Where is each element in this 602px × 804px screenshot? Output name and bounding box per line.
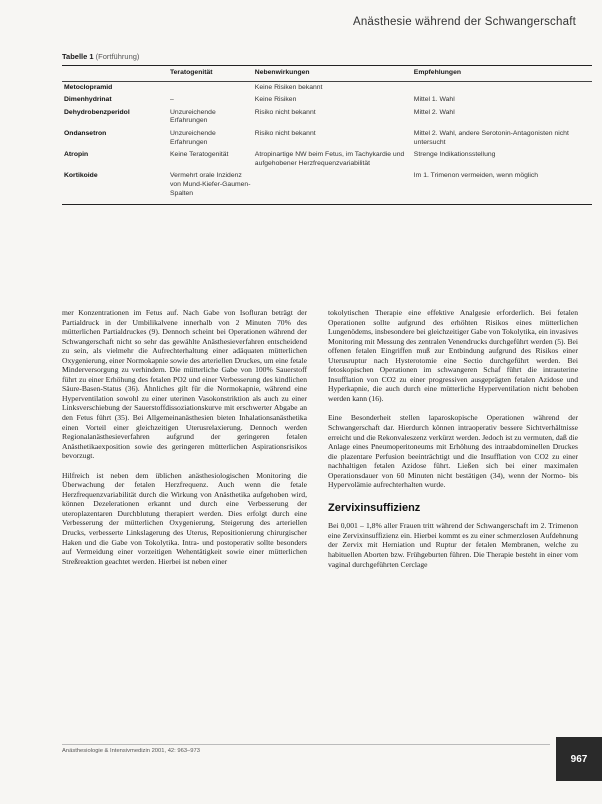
body-paragraph: tokolytischen Therapie eine effektive Analgesie erforderlich. Bei fetalen Operationen sollte aufgrund des erhöhten Risikos eines mütterlichen Lungenödems, insbesondere bei gleichzeitiger Gabe von Tokolytika, ein invasives Monitoring mit Messung des zentralen Venendrucks durchgeführt werden (5). Bei offenen fetalen Eingriffen muß zur Entbindung aufgrund des Risikos einer Uterusruptur nach Hysterotomie eine Sectio durchgeführt werden. Bei fetoskopischen Operationen im schwangeren Schaf führt die intrauterine Insufflation von CO2 zu einer progressiven ausgeprägten fetalen Azidose und Hyperkapnie, die auch durch eine mütterliche Hyperventilation nicht behoben werden kann (16). [328, 308, 578, 403]
col-header-side-effects: Nebenwirkungen [253, 66, 412, 82]
recommendation-cell: Im 1. Trimenon vermeiden, wenn möglich [412, 170, 592, 204]
recommendation-cell: Mittel 2. Wahl, andere Serotonin-Antagonisten nicht untersucht [413, 129, 569, 146]
recommendation-cell: Strenge Indikationsstellung [413, 151, 496, 159]
table-row [62, 128, 592, 149]
col-header-drug [62, 66, 168, 82]
teratogenicity-cell: Unzureichende Erfahrungen [170, 108, 216, 125]
side-effects-cell: Risiko nicht bekannt [254, 129, 316, 137]
drug-name: Kortikoide [62, 170, 168, 204]
table-header-row [62, 66, 592, 82]
teratogenicity-cell: Unzureichende Erfahrungen [170, 129, 216, 146]
drug-table-block [62, 52, 592, 205]
drug-table [62, 65, 592, 205]
table-row [62, 81, 592, 94]
side-effects-cell: Risiko nicht bekannt [254, 108, 316, 116]
running-header: Anästhesie während der Schwangerschaft [352, 16, 576, 28]
body-paragraph: Eine Besonderheit stellen laparoskopische Operationen während der Schwangerschaft dar. Hierdurch können intraoperativ bessere Sichtverhältnisse erreicht und die Rekonvaleszenz verkürzt werden. Jedoch ist zu vermuten, daß die Anlage eines Pneumoperitoneums mit Erhöhung des intraabdominellen Druckes die plazentare Perfusion beeinträchtigt und die Insufflation von CO2 zu einer nachhaltigen fetalen Azidose führt. Ließen sich bei einer maximalen Operationsdauer von 60 Minuten nicht bestätigen (34), wenn der Normo- bis Hypervolämie aufrechterhalten wurde. [328, 413, 578, 490]
table-row [62, 149, 592, 170]
drug-name: Dehydrobenzperidol [64, 108, 130, 116]
side-effects-cell [253, 170, 412, 204]
table-caption-label: Tabelle 1 [62, 52, 94, 61]
page-number: 967 [556, 737, 602, 781]
teratogenicity-cell [168, 81, 253, 94]
recommendation-cell [412, 81, 592, 94]
table-caption-cont: (Fortführung) [95, 52, 140, 61]
right-column [328, 308, 578, 579]
side-effects-cell: Atropinartige NW beim Fetus, im Tachykardie und aufgehobener Herzfrequenzvariabilität [254, 151, 405, 167]
table-caption [62, 52, 592, 61]
col-header-recommendations: Empfehlungen [412, 66, 592, 82]
col-header-teratogenicity: Teratogenität [168, 66, 253, 82]
body-paragraph: mer Konzentrationen im Fetus auf. Nach Gabe von Isofluran beträgt der Partialdruck in der Umbilikalvene innerhalb von 2 Minuten 70% des mütterlichen Partialdruckes (9). Dennoch scheint bei Operationen während der Schwangerschaft nicht so sehr das gewählte Anästhesieverfahren entscheidend zu sein, als vielmehr die Aufrechterhaltung einer adäquaten mütterlichen Oxygenierung, einer Normokapnie sowie des arteriellen Druckes, um eine fetale Minderversorgung zu verhindern. Die mütterliche Gabe von 100% Sauerstoff führt zu einer Erhöhung des fetalen PO2 und einer Verbesserung des kindlichen Säure-Basen-Status (36). Ähnliches gilt für die Normokapnie, während eine Hyperventilation sowohl zu einer uterinen Vasokonstriktion als auch zu einer Linksverschiebung der Sauerstoffdissoziationskurve mit erschwerter Abgabe an den Fetus führt (35). Bei Allgemeinanästhesien bieten Inhalationsanästhetika einen Vorteil einer gleichzeitigen Uterusrelaxierung. Dennoch werden Regionalanästhesieverfahren aufgrund der geringeren fetalen Anästhetikaexposition sowie des geringeren mütterlichen Aspirationsrisikos bevorzugt. [62, 308, 307, 461]
side-effects-cell: Keine Risiken [254, 96, 297, 104]
drug-name: Dimenhydrinat [64, 96, 112, 104]
drug-name: Metoclopramid [64, 83, 113, 91]
recommendation-cell: Mittel 1. Wahl [413, 96, 455, 104]
drug-name: Ondansetron [64, 129, 107, 137]
table-row [62, 107, 592, 128]
drug-name: Atropin [64, 151, 89, 159]
section-title: Zervixinsuffizienz [328, 501, 421, 514]
teratogenicity-cell: Keine Teratogenität [170, 151, 229, 159]
side-effects-cell: Keine Risiken bekannt [254, 83, 323, 91]
footer-citation: Anästhesiologie & Intensivmedizin 2001, 42: 963–973 [62, 744, 550, 754]
left-column [62, 308, 307, 576]
recommendation-cell: Mittel 2. Wahl [413, 108, 455, 116]
teratogenicity-cell: Vermehrt orale Inzidenz von Mund-Kiefer-Gaumen-Spalten [168, 170, 253, 204]
body-paragraph: Hilfreich ist neben dem üblichen anästhesiologischen Monitoring die Überwachung der fetalen Herzfrequenz. Auch wenn die fetale Herzfrequenzvariabilität durch die Wirkung von Anästhetika aufgehoben wird, können Dezelerationen erkannt und durch eine Verbesserung der uteroplazentaren Durchblutung therapiert werden. Dies erfolgt durch eine Verbesserung der mütterlichen Oxygenierung, Steigerung des arteriellen Drucks, verbesserte Linkslagerung des Uterus, Repositionierung chirurgischer Haken und die Gabe von Tokolytika. Intra- und postoperativ sollte besonders auf Vermeidung einer vorzeitigen Wehentätigkeit sowie einer mütterlichen Streßreaktion geachtet werden. Hierbei ist neben einer [62, 470, 307, 566]
table-row [62, 94, 592, 107]
table-row [62, 170, 592, 204]
teratogenicity-cell: – [170, 96, 174, 104]
body-paragraph: Bei 0,001 – 1,8% aller Frauen tritt während der Schwangerschaft im 2. Trimenon eine Zervixinsuffizienz ein. Hierbei kommt es zu einer schmerzlosen Aufdehnung der Zervix mit Herniation und Ruptur der fetalen Membranen, welche zu habituellen Aborten bzw. Frühgeburten führen. Die Therapie besteht in einer vom vaginal durchgeführten Cerclage [328, 521, 578, 569]
